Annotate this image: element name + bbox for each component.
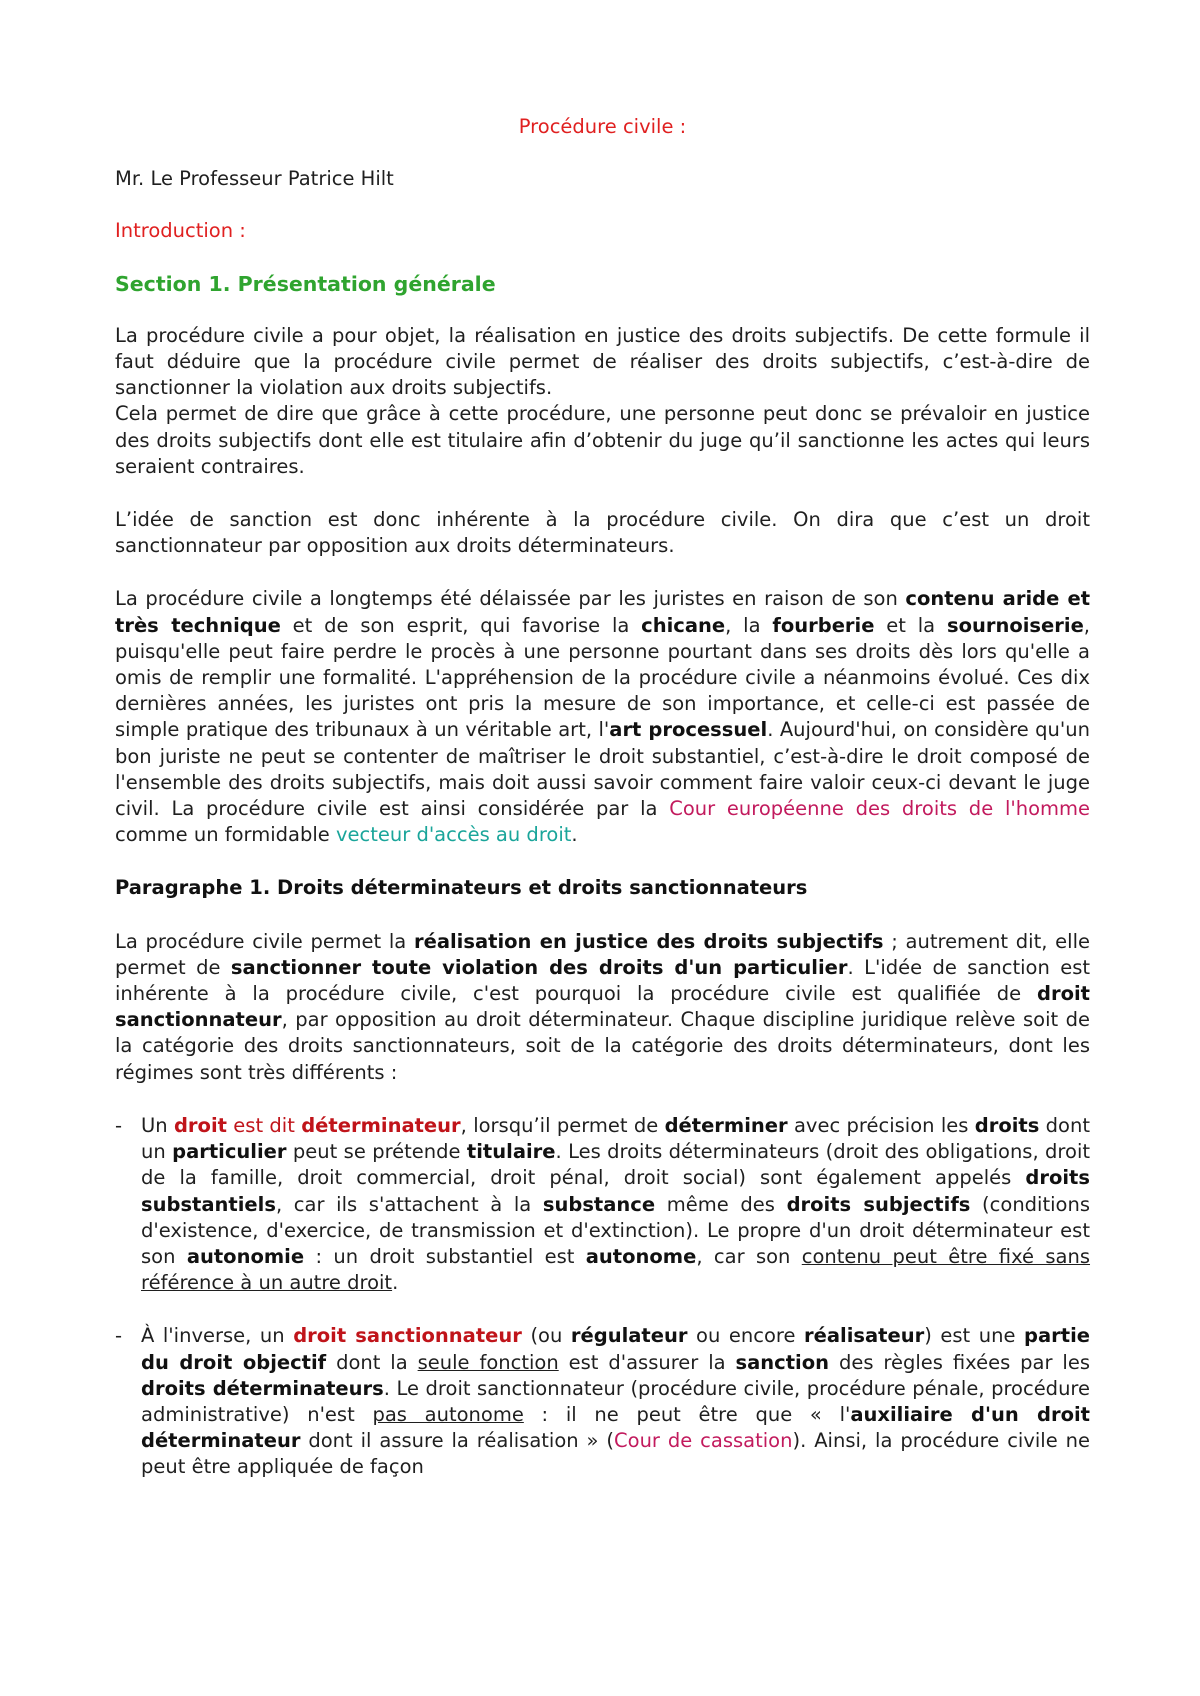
text-run: Un [141,1113,174,1137]
text-run: dont il assure la réalisation » ( [300,1429,615,1453]
text-run: dont la [326,1350,418,1374]
bullet-text [141,1323,1090,1480]
dash-bullet: - [115,1113,123,1137]
bold-term: droits déterminateurs [141,1376,384,1400]
text-run: , car ils s'attachent à la [275,1192,543,1216]
bullet-determinateur [115,1113,1090,1296]
underlined-text: contenu peut être fixé sans référence à un autre droit [141,1244,1091,1295]
text-run: est d'assurer la [558,1350,736,1374]
document-page [115,114,1090,1481]
paragraph-3 [115,586,1090,848]
text-run: . Les droits déterminateurs (droit des obligations, droit de la famille, droit commercial, droit pénal, droit social) sont également appelés [141,1140,1091,1190]
underlined-text: seule fonction [417,1350,559,1374]
text-run: comme un formidable [115,823,336,847]
red-term: est dit [226,1113,302,1137]
bold-term: droits [974,1113,1040,1137]
bold-term: partie du droit objectif [141,1324,1090,1374]
paragraph-heading: Paragraphe 1. Droits déterminateurs et droits sanctionnateurs [115,876,808,900]
bold-term: autonomie [186,1244,305,1268]
text-run: , lorsqu’il permet de [460,1113,665,1137]
echr-link[interactable]: Cour européenne des droits de l'homme [669,797,1091,821]
bold-term: art processuel [609,718,768,742]
bold-term: sournoiserie [946,613,1084,637]
cour-de-cassation-link[interactable]: Cour de cassation [614,1429,793,1453]
paragraph-4 [115,929,1090,1086]
text-run: et de son esprit, qui favorise la [280,613,642,637]
text-run: (conditions d'existence, d'exercice, de transmission et d'extinction). Le propre d'un droit déterminateur est son [141,1192,1090,1268]
bold-term: droit sanctionnateur [115,982,1090,1032]
professor-name: Mr. Le Professeur Patrice Hilt [115,167,394,191]
bold-term: réalisation en justice des droits subjectifs [413,929,884,953]
text-run: : il ne peut être que « l' [523,1402,851,1426]
access-to-law-link[interactable]: vecteur d'accès au droit [335,823,572,847]
document-title: Procédure civile : [518,115,687,138]
bold-term: sanction [735,1350,830,1374]
bold-term: droits subjectifs [786,1192,971,1216]
text-run: même des [655,1192,787,1216]
text-run: (ou [521,1324,571,1348]
text-run: ; autrement dit, elle permet de [115,929,1090,979]
text-run: et la [874,613,947,637]
bold-term: auxiliaire d'un droit déterminateur [141,1402,1090,1453]
bold-term: réalisateur [804,1324,925,1348]
bold-term: particulier [172,1140,287,1164]
text-run: . L'idée de sanction est inhérente à la procédure civile, c'est pourquoi la procédure civile est qualifiée de [115,955,1090,1006]
text-run: . Le droit sanctionnateur (procédure civile, procédure pénale, procédure administrative) n'est [141,1376,1091,1426]
section-heading: Section 1. Présentation générale [115,271,496,296]
introduction-heading: Introduction : [115,219,246,243]
bullet-sanctionnateur [115,1323,1090,1480]
text-run: . [392,1271,399,1295]
dash-bullet: - [115,1324,123,1348]
text-run: , par opposition au droit déterminateur. Chaque discipline juridique relève soit de la catégorie des droits sanctionnateurs, soit de la catégorie des droits déterminateurs, dont les régimes sont très différents : [115,1008,1090,1084]
bullet-text [141,1113,1090,1296]
red-term: droit sanctionnateur [293,1324,522,1348]
bold-term: chicane [641,613,726,637]
text-run: , puisqu'elle peut faire perdre le procès à une personne pourtant dans ses droits dès lors qu'elle a omis de remplir une formalité. L'appréhension de la procédure civile a néanmoins évolué. Ces dix dernières années, les juristes ont pris la mesure de son importance, et celle-ci est passée de simple pratique des tribunaux à un véritable art, l' [115,613,1090,742]
text-run: dont un [141,1113,1090,1164]
text-run: des règles fixées par les [829,1350,1091,1374]
text-run: avec précision les [787,1113,975,1137]
text-run: . [571,823,578,847]
red-term: droit [173,1113,227,1137]
text-run: : un droit substantiel est [304,1244,586,1268]
red-term: déterminateur [301,1113,461,1137]
text-run: , la [725,613,773,637]
bold-term: déterminer [664,1113,788,1137]
text-run: ). Ainsi, la procédure civile ne peut être appliquée de façon [141,1429,1090,1479]
bold-term: droits substantiels [141,1166,1090,1216]
text-run: ) est une [924,1324,1025,1348]
bold-term: régulateur [570,1324,688,1348]
bold-term: substance [542,1192,656,1216]
text-run: , car son [696,1244,802,1268]
underlined-text: pas autonome [372,1402,524,1426]
paragraph-1a: La procédure civile a pour objet, la réalisation en justice des droits subjectifs. De cette formule il faut déduire que la procédure civile permet de réaliser des droits subjectifs, c’est-à-dire de sanctionner la violation aux droits subjectifs. [115,323,1090,400]
bold-term: fourberie [772,613,875,637]
paragraph-2: L’idée de sanction est donc inhérente à la procédure civile. On dira que c’est un droit sanctionnateur par opposition aux droits déterminateurs. [115,508,1090,558]
text-run: À l'inverse, un [141,1324,294,1348]
text-run: La procédure civile a longtemps été délaissée par les juristes en raison de son [115,587,906,611]
bold-term: autonome [585,1244,697,1268]
bold-term: sanctionner toute violation des droits d'un particulier [230,955,848,979]
text-run: La procédure civile permet la [115,929,414,953]
bold-term: titulaire [466,1140,556,1164]
text-run: . Aujourd'hui, on considère qu'un bon juriste ne peut se contenter de maîtriser le droit substantiel, c’est-à-dire le droit composé de l'ensemble des droits subjectifs, mais doit aussi savoir comment faire valoir ceux-ci devant le juge civil. La procédure civile est ainsi considérée par la [115,718,1090,821]
paragraph-1b: Cela permet de dire que grâce à cette procédure, une personne peut donc se prévaloir en justice des droits subjectifs dont elle est titulaire afin d’obtenir du juge qu’il sanctionne les actes qui leurs seraient contraires. [115,402,1090,478]
bold-term: contenu aride et très technique [115,587,1091,637]
text-run: peut se prétende [286,1140,467,1164]
text-run: ou encore [687,1324,805,1348]
